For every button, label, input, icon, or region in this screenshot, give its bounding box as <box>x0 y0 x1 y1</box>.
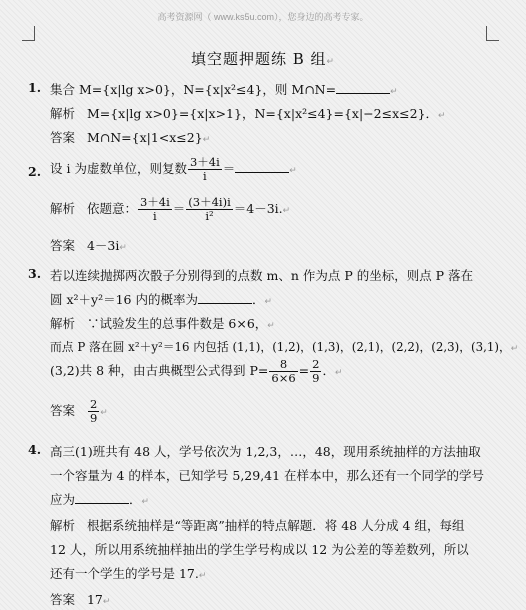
q2-analysis-fraction-2: $\frac{(3+4i)i}{\text{i²}}$ <box>188 195 231 223</box>
q1-answer: 答案 M∩N={x|1<x≤2}↵ <box>50 130 211 145</box>
q3-analysis-fraction-2: $\frac{2}{9}$ <box>312 357 320 385</box>
q3-stem-line-1: 若以连续抛掷两次骰子分别得到的点数 m、n 作为点 P 的坐标，则点 P 落在 <box>50 268 474 283</box>
q3-analysis-line-3: (3,2)共 8 种，由古典概型公式得到 P= $\frac{8}{6\times 6}$ = $\frac{2}{9}$ ．↵ <box>50 357 343 385</box>
q1-answer-blank <box>336 83 390 94</box>
q3-analysis-fraction-1: $\frac{8}{6\times 6}$ <box>271 357 296 385</box>
q1-stem: 集合 M={x|lg x>0}，N={x|x²≤4}，则 M∩N= ↵ <box>50 82 398 97</box>
q3-answer-fraction: $\frac{2}{9}$ <box>89 397 98 425</box>
q2-analysis: 解析 依题意： $\frac{3+4i}{i}$ ＝ $\frac{(3+4i)i}{\text{i²}}$ ＝4－3i.↵ <box>50 195 291 223</box>
q4-stem-line-3: 应为 ．↵ <box>50 492 150 507</box>
q4-answer: 答案 17↵ <box>50 592 111 607</box>
q3-answer: 答案 $\frac{2}{9}$ ↵ <box>50 397 108 425</box>
q4-analysis-line-2: 12 人，所以用系统抽样抽出的学生学号构成以 12 为公差的等差数列，所以 <box>50 542 469 557</box>
q3-analysis-line-1: 解析 ∵试验发生的总事件数是 6×6，↵ <box>50 316 275 331</box>
q2-number: 2. <box>28 164 42 179</box>
q3-number: 3. <box>28 266 42 281</box>
q4-answer-blank <box>75 493 129 504</box>
page-title: 填空题押题练 B 组↵ <box>190 50 336 68</box>
q2-stem: 设 i 为虚数单位，则复数 $\frac{3+4i}{i}$ ＝ ↵ <box>50 155 297 183</box>
q2-answer: 答案 4－3i↵ <box>50 238 127 253</box>
q4-stem-line-2: 一个容量为 4 的样本，已知学号 5,29,41 在样本中，那么还有一个同学的学号 <box>50 468 485 483</box>
q4-analysis-line-1: 解析 根据系统抽样是“等距离”抽样的特点解题．将 48 人分成 4 组，每组 <box>50 518 465 533</box>
q1-number: 1. <box>28 80 42 95</box>
q1-analysis: 解析 M={x|lg x>0}={x|x>1}，N={x|x²≤4}={x|−2≤x≤2}．↵ <box>50 106 446 121</box>
q3-stem-line-2: 圆 x²＋y²＝16 内的概率为 ．↵ <box>50 292 273 307</box>
q2-analysis-fraction-1: $\frac{3+4i}{i}$ <box>139 195 170 223</box>
q4-analysis-line-3: 还有一个学生的学号是 17.↵ <box>50 566 207 581</box>
q2-answer-blank <box>235 162 289 173</box>
crop-mark-top-right <box>486 26 499 41</box>
q4-stem-line-1: 高三(1)班共有 48 人，学号依次为 1,2,3，…，48，现用系统抽样的方法抽取 <box>50 444 481 459</box>
q4-number: 4. <box>28 442 42 457</box>
q2-fraction: $\frac{3+4i}{i}$ <box>189 155 220 183</box>
watermark-text: 高考资源网（ www.ks5u.com），您身边的高考专家。 <box>157 12 369 22</box>
q3-answer-blank <box>198 293 252 304</box>
crop-mark-top-left <box>22 26 35 41</box>
q3-analysis-line-2: 而点 P 落在圆 x²＋y²＝16 内包括 (1,1)，(1,2)，(1,3)，(2,1)，(2,2)，(2,3)，(3,1)，↵ <box>50 340 519 354</box>
